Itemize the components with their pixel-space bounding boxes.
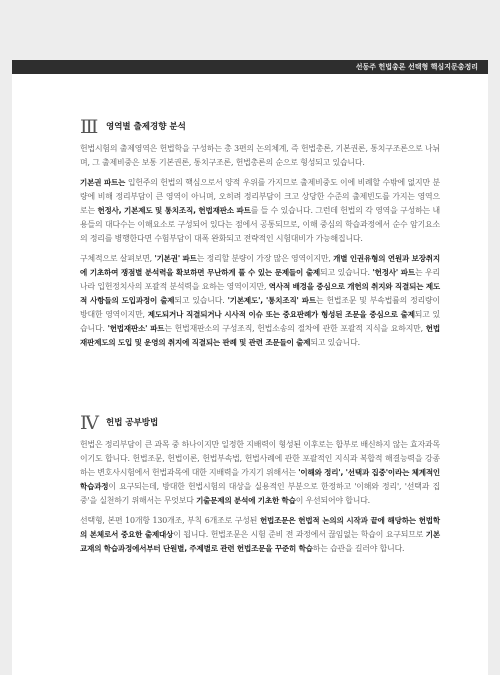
body-text: 는 헌법재판소의 구성조직, 헌법소송의 절차에 관한 포괄적 지식을 요하지만, (164, 324, 426, 333)
paragraph (80, 142, 440, 170)
section-trend-analysis (80, 116, 441, 356)
body-text: 는 헌법조문 및 부속법률의 정리량이 방대한 영역이지만, (80, 296, 440, 319)
body-text: 는 정리할 분량이 가장 많은 영역이지만, (196, 254, 334, 263)
section-numeral: Ⅲ (80, 116, 98, 138)
page-margin-left (0, 0, 12, 675)
section-body (80, 142, 440, 350)
body-text: 입헌주의 헌법의 핵심으로서 양적 우위를 가지므로 출제비중도 이에 비례할 수밖에 없지만 분량에 비해 정리부담이 큰 영역이 아니며, 오히려 정리부담이 크고 상당한 수준의 출제빈도를 가지는 영역으로는 (80, 178, 440, 215)
section-title: 헌법 공부방법 (106, 418, 159, 428)
running-header (12, 60, 488, 74)
section-title: 영역별 출제경향 분석 (106, 122, 186, 132)
emphasis-text: '헌법재판소' 파트 (107, 324, 165, 333)
section-numeral: Ⅳ (80, 412, 98, 434)
body-text: 이 됩니다. 헌법조문은 시험 준비 전 과정에서 끊임없는 학습이 요구되므로 (173, 530, 426, 539)
body-text: 헌법은 정리부담이 큰 과목 중 하나이지만 일정한 지배력이 형성된 이후로는 합부로 배신하지 않는 효자과목이기도 합니다. 헌법조문, 헌법이론, 헌법부속법, 헌법사례에 관한 포괄적인 지식과 복합적 해결능력을 강종하는 변호사시험에서 헌법과목에 대한 지배력을 가지기 위해서는 (80, 440, 440, 477)
body-text: 이 요구되는데, 방대한 헌법시험의 대상을 실용적인 부분으로 한정하고 '이해와 정리', '선택과 집중'을 실천하기 위해서는 무엇보다 (80, 482, 440, 505)
emphasis-text: 헌법재판제도의 도입 및 운영의 취지에 직결되는 판례 및 관련 조문들이 출제 (80, 324, 440, 347)
section-heading (80, 116, 440, 138)
body-text: 되고 있습니다. (310, 338, 360, 347)
emphasis-text: '기본제도', '통치조직' 파트 (227, 296, 316, 305)
section-study-method (80, 412, 441, 562)
body-text: 헌법시험의 출제영역은 헌법학을 구성하는 총 3편의 논의체계, 즉 헌법총론, 기본권론, 통치구조론으로 나뉘며, 그 출제비중은 보통 기본권론, 통치구조론, 헌법총론의 순으로 형성되고 있습니다. (80, 144, 440, 167)
emphasis-text: 기출문제의 분석에 기초한 학습 (196, 496, 296, 505)
body-text: 구체적으로 살펴보면, (80, 254, 155, 263)
page-margin-top (0, 0, 500, 60)
paragraph (80, 514, 440, 556)
body-text: 를 들 수 있습니다. 그런데 헌법의 각 영역을 구성하는 내용들의 대다수는 이해요소로 구성되어 있다는 점에서 공통되므로, 이해 중심의 학습과정에서 순수 암기요소의 정리를 병행한다면 수험부담이 대폭 완화되고 전략적인 시험대비가 가능해집니다. (80, 206, 440, 243)
paragraph (80, 252, 440, 350)
emphasis-text: 개별 인권유형의 연원과 보장취지에 기초하여 쟁점별 분석력을 확보하면 무난하게 풀 수 있는 문제들이 출제 (80, 254, 440, 277)
body-text: 되고 있습니다. (80, 310, 440, 333)
emphasis-text: 헌법조문은 헌법적 논의의 시작과 끝에 해당하는 헌법학의 본체로서 중요한 출제대상 (80, 516, 440, 539)
body-text: 되고 있습니다. (320, 268, 373, 277)
body-text: 되고 있습니다. (174, 296, 228, 305)
paragraph (80, 438, 440, 508)
section-heading (80, 412, 440, 434)
emphasis-text: 기본권 파트는 (80, 178, 126, 187)
section-body (80, 438, 440, 556)
running-title: 선동주 헌법총론 선택형 핵심지문총정리 (355, 63, 478, 71)
paragraph (80, 176, 440, 246)
emphasis-text: 역사적 배경을 중심으로 개헌의 취지와 직결되는 제도적 사항들의 도입과정이 출제 (80, 282, 441, 305)
body-text: 이 우선되어야 합니다. (295, 496, 371, 505)
body-text: 는 우리나라 입헌정치사의 포괄적 분석력을 요하는 영역이지만, (80, 268, 441, 291)
emphasis-text: 제도되거나 직결되거나 시사적 이슈 또는 중요판례가 형성된 조문을 중심으로 출제 (147, 310, 415, 319)
page-margin-right (488, 0, 500, 675)
emphasis-text: 기본교재의 학습과정에서부터 단원별, 주제별로 관련 헌법조문을 꾸준히 학습 (80, 530, 440, 553)
body-text: 하는 습관을 길러야 합니다. (312, 544, 405, 553)
body-text: 선택형, 본편 10개항 130개조, 부칙 6개조로 구성된 (80, 516, 260, 525)
emphasis-text: '기본권' 파트 (154, 254, 197, 263)
emphasis-text: '이해와 정리', '선택과 집중'이라는 체계적인 학습과정 (80, 468, 441, 491)
emphasis-text: 헌정사, 기본제도 및 통치조직, 헌법재판소 파트 (97, 206, 251, 215)
emphasis-text: '헌정사' 파트 (372, 268, 415, 277)
